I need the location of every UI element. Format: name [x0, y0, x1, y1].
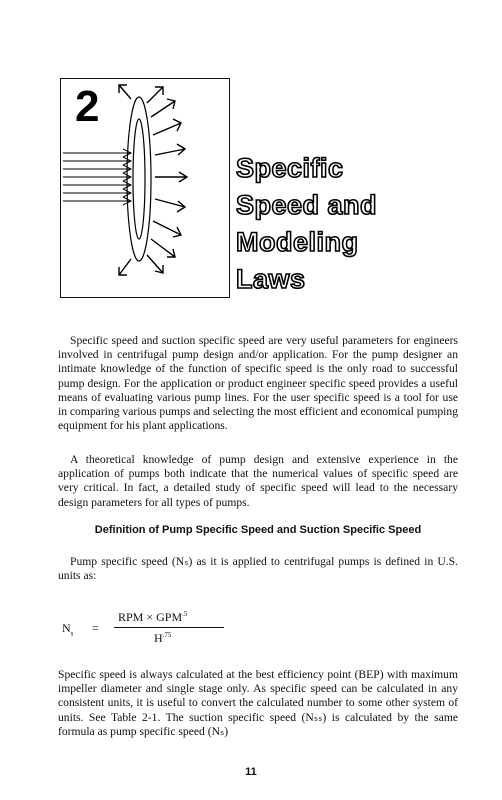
formula-numerator-exponent: .5	[182, 610, 188, 618]
chapter-title-line: Laws	[236, 264, 306, 294]
paragraph-intro: Specific speed and suction specific speed are very useful parameters for engineers involved in centrifugal pump design and/or application. For the pump designer an intimate knowledge of the function of specific speed is the only road to successful pump design. For the application or product engineer specific speed provides a useful means of evaluating various pump lines. For the user specific speed is a tool for use in comparing various pumps and selecting the most efficient and economical pumping equipment for his plant applications.	[58, 334, 458, 433]
paragraph-bep: Specific speed is always calculated at the best efficiency point (BEP) with maximum impeller diameter and single stage only. As specific speed can be calculated in any consistent units, it is useful to convert the calculated number to some other system of units. See Table 2-1. The suction specific speed (Nₛₛ) is calculated by the same formula as pump specific speed (Nₛ)	[58, 668, 458, 738]
formula-equals: =	[92, 621, 99, 635]
chapter-number: 2	[75, 82, 100, 131]
section-heading: Definition of Pump Specific Speed and Suction Specific Speed	[94, 524, 422, 536]
page-number: 11	[245, 766, 257, 778]
paragraph-theory: A theoretical knowledge of pump design and extensive experience in the application of pumps both indicate that the numerical values of specific speed are very critical. In fact, a detailed study of specific speed will lead to the necessary design parameters for all types of pumps.	[58, 453, 458, 509]
formula-symbol: N	[62, 621, 71, 635]
chapter-title-line: Speed and	[236, 190, 378, 220]
chapter-emblem	[60, 78, 230, 298]
formula-denominator-exponent: .75	[162, 631, 172, 639]
chapter-title	[236, 150, 377, 298]
chapter-title-line: Modeling	[236, 227, 359, 257]
formula-numerator-text: RPM × GPM	[118, 610, 183, 624]
formula-denominator	[154, 631, 171, 646]
formula-denominator-text: H	[154, 631, 163, 645]
fraction-bar	[114, 627, 224, 628]
formula-lhs	[62, 621, 73, 637]
formula-numerator	[118, 610, 187, 625]
formula-lhs-subscript: s	[70, 629, 74, 638]
chapter-title-line: Specific	[236, 153, 344, 183]
specific-speed-formula	[62, 610, 262, 650]
paragraph-definition: Pump specific speed (Nₛ) as it is applied to centrifugal pumps is defined in U.S. units as:	[58, 555, 458, 583]
impeller-flow-icon	[61, 79, 231, 299]
